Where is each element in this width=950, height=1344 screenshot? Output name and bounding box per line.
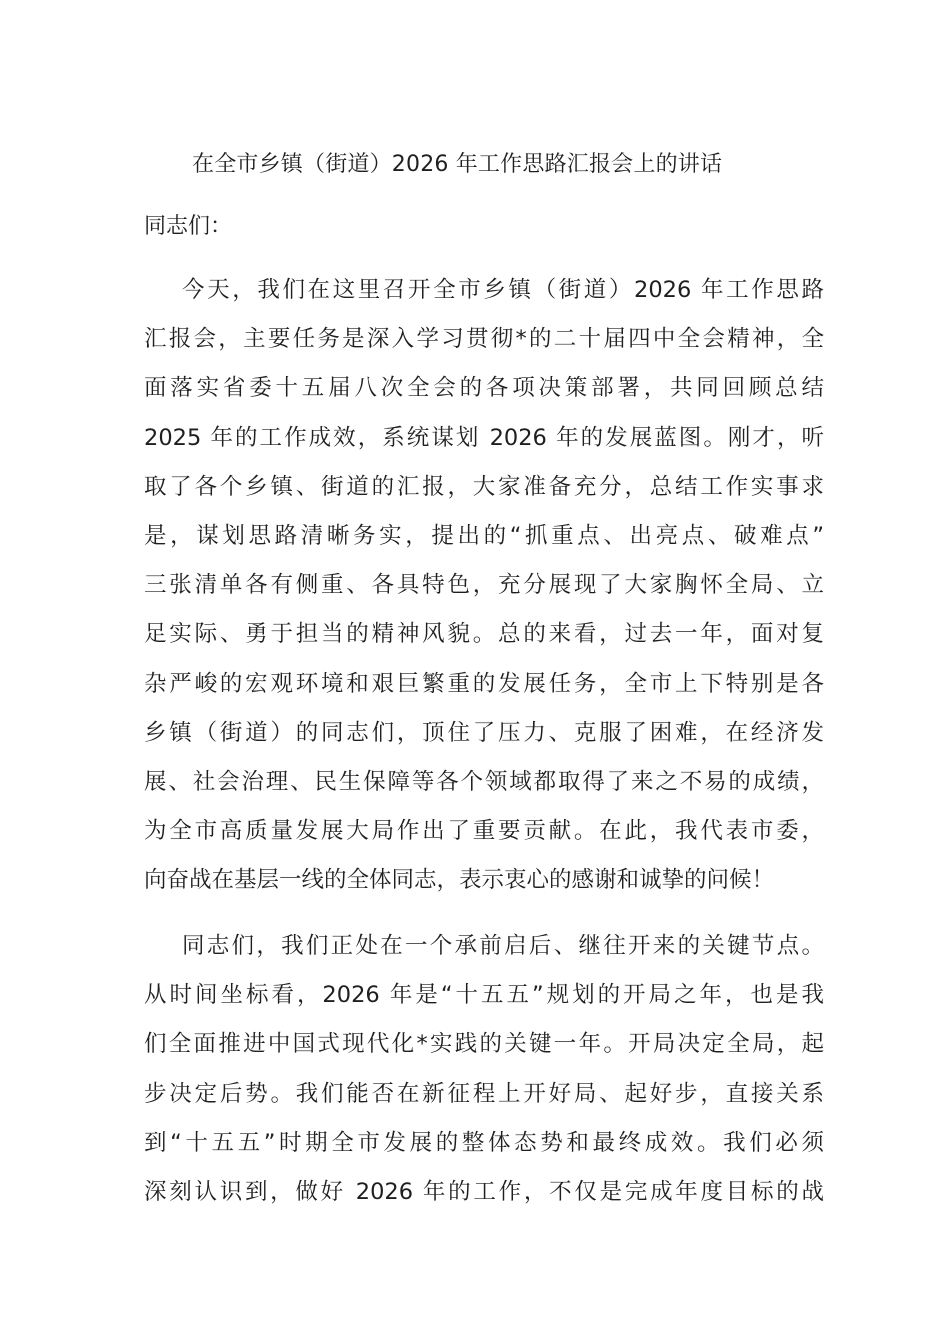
paragraph-line: 乡镇（街道）的同志们，顶住了压力、克服了困难，在经济发	[144, 719, 824, 746]
paragraph-line: 到“十五五”时期全市发展的整体态势和最终成效。我们必须	[144, 1129, 824, 1156]
page-title: 在全市乡镇（街道）2026 年工作思路汇报会上的讲话	[192, 152, 723, 177]
paragraph-line: 面落实省委十五届八次全会的各项决策部署，共同回顾总结	[144, 375, 824, 402]
paragraph-line: 今天，我们在这里召开全市乡镇（街道）2026 年工作思路	[182, 277, 824, 303]
paragraph-line: 汇报会，主要任务是深入学习贯彻*的二十届四中全会精神，全	[144, 326, 824, 353]
paragraph-line: 取了各个乡镇、街道的汇报，大家准备充分，总结工作实事求	[144, 473, 824, 500]
paragraph-line: 向奋战在基层一线的全体同志，表示衷心的感谢和诚挚的问候！	[144, 867, 775, 894]
paragraph-line: 足实际、勇于担当的精神风貌。总的来看，过去一年，面对复	[144, 621, 824, 648]
paragraph-line: 深刻认识到，做好 2026 年的工作，不仅是完成年度目标的战	[144, 1178, 824, 1205]
salutation: 同志们：	[144, 214, 233, 239]
paragraph-1	[144, 271, 824, 910]
paragraph-line: 三张清单各有侧重、各具特色，充分展现了大家胸怀全局、立	[144, 572, 824, 599]
paragraph-line: 为全市高质量发展大局作出了重要贡献。在此，我代表市委，	[144, 818, 824, 845]
paragraph-line: 们全面推进中国式现代化*实践的关键一年。开局决定全局，起	[144, 1031, 824, 1058]
paragraph-line: 2025 年的工作成效，系统谋划 2026 年的发展蓝图。刚才，听	[144, 424, 824, 451]
paragraph-line: 是，谋划思路清晰务实，提出的“抓重点、出亮点、破难点”	[144, 522, 824, 549]
paragraph-line: 同志们，我们正处在一个承前启后、继往开来的关键节点。	[182, 933, 824, 959]
paragraph-line: 展、社会治理、民生保障等各个领域都取得了来之不易的成绩，	[144, 768, 824, 795]
paragraph-line: 从时间坐标看，2026 年是“十五五”规划的开局之年，也是我	[144, 982, 824, 1009]
paragraph-2	[144, 927, 824, 1222]
paragraph-line: 杂严峻的宏观环境和艰巨繁重的发展任务，全市上下特别是各	[144, 670, 824, 697]
paragraph-line: 步决定后势。我们能否在新征程上开好局、起好步，直接关系	[144, 1080, 824, 1107]
